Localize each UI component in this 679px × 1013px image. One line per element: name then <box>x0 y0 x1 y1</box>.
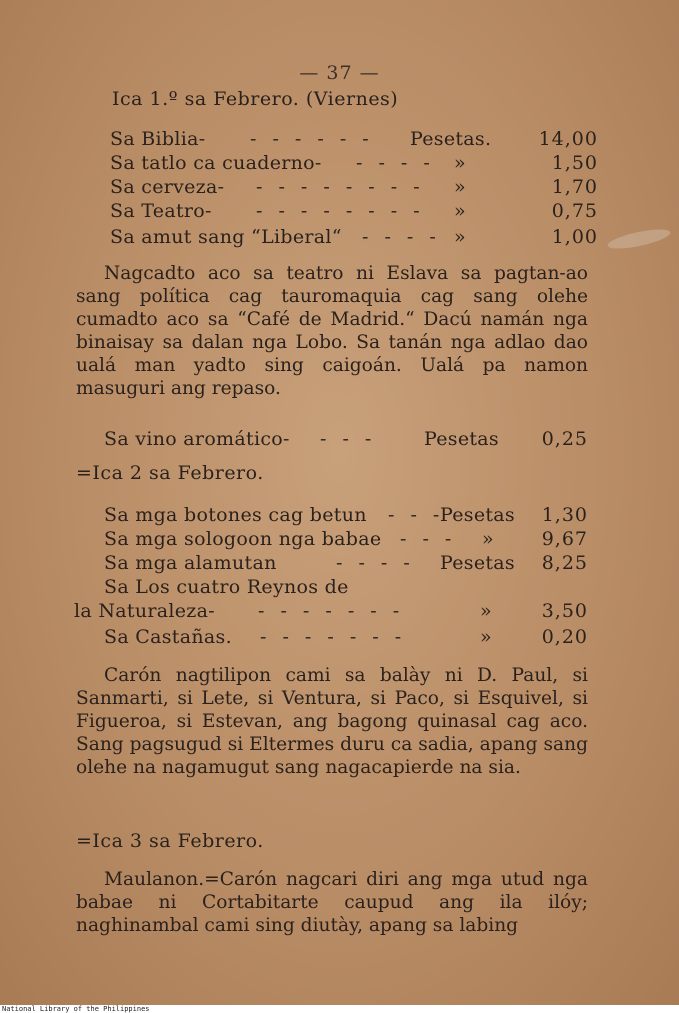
expense-row <box>104 626 598 650</box>
expense-item: Sa tatlo ca cuaderno- <box>110 152 322 174</box>
expense-item: Sa mga alamutan <box>104 552 277 574</box>
diary-paragraph-1: Nagcadto aco sa teatro ni Eslava sa pagtan-ao sang política cag tauromaquia cag sang olehe cumadto aco sa “Café de Madrid.“ Dacú namán nga binaisay sa dalan nga Lobo. Sa tanán nga adlao dao ualá man yadto sing caigoán. Ualá pa namon masuguri ang repaso. <box>76 263 588 399</box>
paper-stain <box>606 225 672 252</box>
expense-leader: - - - <box>320 428 377 450</box>
expense-row <box>110 226 598 250</box>
section-date-3: =Ica 3 sa Febrero. <box>76 830 264 852</box>
expense-row <box>104 576 598 600</box>
expense-amount: 9,67 <box>541 528 588 550</box>
expense-currency: » <box>454 200 466 222</box>
expense-item: Sa mga botones cag betun <box>104 504 367 526</box>
expense-item: Sa cerveza- <box>110 176 225 198</box>
expense-leader: - - - - - - - <box>260 626 407 648</box>
expense-item: la Naturaleza- <box>74 600 215 622</box>
expense-item: Sa Los cuatro Reynos de <box>104 576 349 598</box>
expense-leader: - - - <box>400 528 457 550</box>
expense-item: Sa amut sang “Liberal“ <box>110 226 342 248</box>
expense-currency: » <box>454 226 466 248</box>
expense-row <box>110 152 598 176</box>
expense-leader: - - - - - - - - <box>256 200 425 222</box>
expense-leader: - - - - - - - - <box>256 176 425 198</box>
expense-item: Sa mga sologoon nga babae <box>104 528 382 550</box>
library-credit: National Library of the Philippines <box>2 1005 150 1013</box>
expense-currency: » <box>454 176 466 198</box>
expense-leader: - - - - - - - <box>258 600 405 622</box>
expense-amount: 1,00 <box>551 226 598 248</box>
expense-amount: 3,50 <box>541 600 588 622</box>
expense-row <box>110 200 598 224</box>
expense-amount: 1,50 <box>551 152 598 174</box>
diary-paragraph-2: Carón nagtilipon cami sa balày ni D. Paul, si Sanmarti, si Lete, si Ventura, si Paco, si Esquivel, si Figueroa, si Estevan, ang bagong quinasal cag aco. Sang pagsugud si Eltermes duru ca sadia, apang sang olehe na nagamugut sang nagacapierde na sia. <box>76 665 588 778</box>
expense-amount: 1,30 <box>541 504 588 526</box>
expense-currency: » <box>480 626 492 648</box>
expense-item: Sa Biblia- <box>110 128 206 150</box>
expense-currency: Pesetas <box>440 552 515 574</box>
expense-amount: 0,20 <box>541 626 588 648</box>
expense-leader: - - - - <box>356 152 435 174</box>
expense-amount: 1,70 <box>551 176 598 198</box>
expense-currency: Pesetas <box>424 428 499 450</box>
expense-item: Sa Teatro- <box>110 200 212 222</box>
expense-row <box>104 504 598 528</box>
expense-leader: - - - - <box>336 552 415 574</box>
expense-item: Sa Castañas. <box>104 626 232 648</box>
section-date-1: Ica 1.º sa Febrero. (Viernes) <box>112 88 399 110</box>
expense-currency: Pesetas. <box>410 128 492 150</box>
expense-leader: - - - - <box>362 226 441 248</box>
expense-row <box>104 552 598 576</box>
expense-row <box>74 600 598 624</box>
expense-row <box>104 428 598 452</box>
expense-amount: 0,25 <box>541 428 588 450</box>
expense-leader: - - - - - - <box>250 128 374 150</box>
diary-paragraph-3: Maulanon.=Carón nagcari diri ang mga utud nga babae ni Cortabitarte caupud ang ila ilóy; naghinambal cami sing diutày, apang sa labing <box>76 869 588 936</box>
expense-amount: 14,00 <box>538 128 598 150</box>
expense-row <box>110 176 598 200</box>
expense-currency: » <box>482 528 494 550</box>
expense-amount: 8,25 <box>541 552 588 574</box>
expense-currency: » <box>454 152 466 174</box>
section-date-2: =Ica 2 sa Febrero. <box>76 462 264 484</box>
expense-row <box>110 128 598 152</box>
expense-row <box>104 528 598 552</box>
expense-currency: » <box>480 600 492 622</box>
expense-currency: Pesetas <box>440 504 515 526</box>
expense-amount: 0,75 <box>551 200 598 222</box>
page-number: — 37 — <box>299 62 380 84</box>
expense-item: Sa vino aromático- <box>104 428 290 450</box>
expense-leader: - - - <box>388 504 445 526</box>
